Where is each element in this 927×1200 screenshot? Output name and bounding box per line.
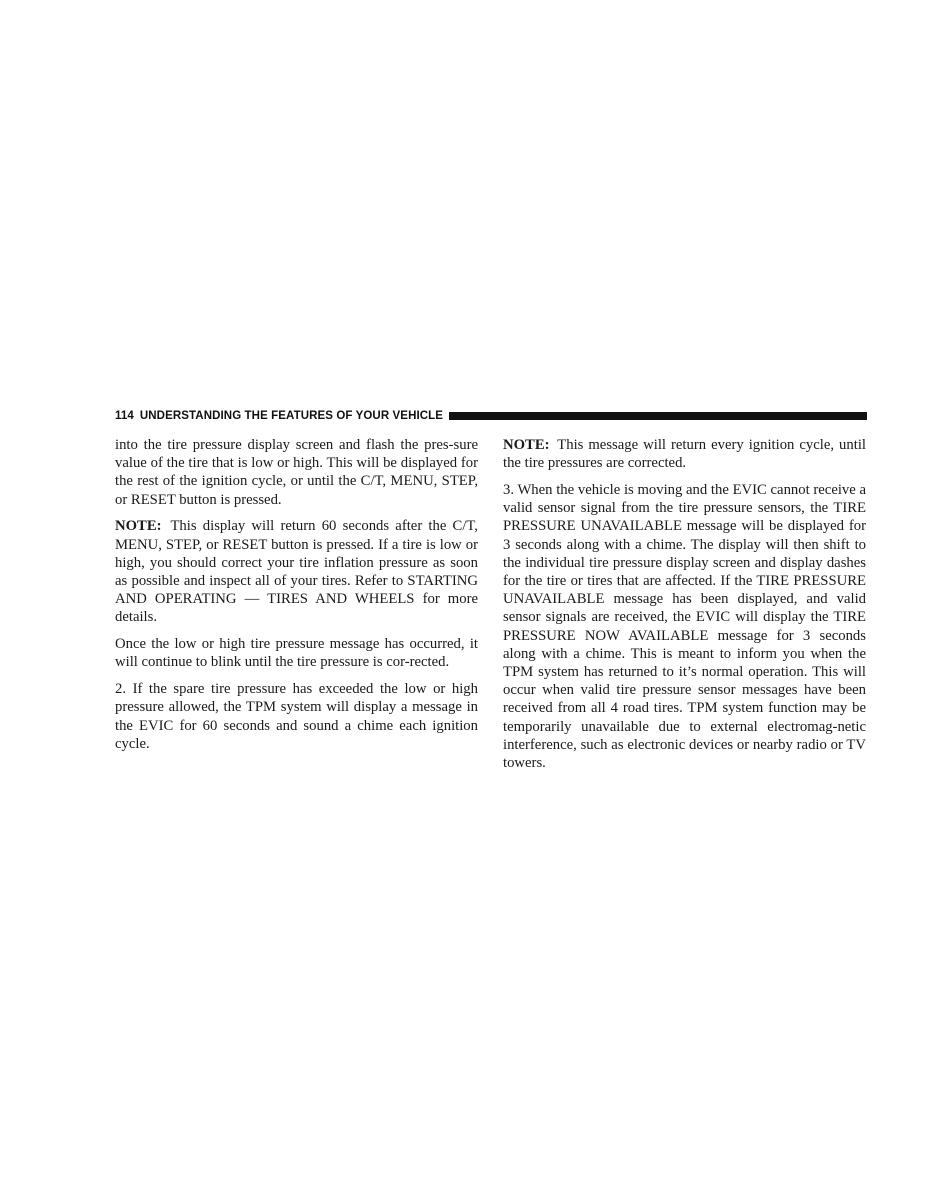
paragraph-text: 2. If the spare tire pressure has exceeded the low or high pressure allowed, the TPM system will display a message in the EVIC for 60 seconds and sound a chime each ignition cycle. (115, 681, 478, 752)
note-label: NOTE: (115, 518, 162, 535)
paragraph-text: into the tire pressure display screen and flash the pres-sure value of the tire that is low or high. This will be displayed for the rest of the ignition cycle, or until the C/T, MENU, STEP, or RESET button is pressed. (115, 437, 478, 508)
header-rule (449, 412, 867, 420)
paragraph (503, 481, 866, 772)
paragraph-text: Once the low or high tire pressure message has occurred, it will continue to blink until the tire pressure is cor-rected. (115, 636, 478, 671)
paragraph-text: This display will return 60 seconds after the C/T, MENU, STEP, or RESET button is pressed. If a tire is low or high, you should correct your tire inflation pressure as soon as possible and inspect all of your tires. Refer to STARTING AND OPERATING — TIRES AND WHEELS for more details. (115, 518, 478, 626)
page-header (115, 408, 867, 424)
section-title: UNDERSTANDING THE FEATURES OF YOUR VEHICLE (139, 410, 444, 422)
paragraph-text: 3. When the vehicle is moving and the EVIC cannot receive a valid sensor signal from the tire pressure sensors, the TIRE PRESSURE UNAVAILABLE message will be displayed for 3 seconds along with a chime. The display will then shift to the individual tire pressure display screen and display dashes for the tire or tires that are affected. If the TIRE PRESSURE UNAVAILABLE message has been displayed, and valid sensor signals are received, the EVIC will display the TIRE PRESSURE NOW AVAILABLE message for 3 seconds along with a chime. This is meant to inform you when the TPM system has returned to it’s normal operation. This will occur when valid tire pressure sensor messages have been received from all 4 road tires. TPM system function may be temporarily unavailable due to external electromag-netic interference, such as electronic devices or nearby radio or TV towers. (503, 482, 866, 772)
paragraph (115, 436, 478, 509)
note-label: NOTE: (503, 437, 550, 453)
note-paragraph (115, 517, 478, 626)
paragraph (115, 680, 478, 753)
paragraph-text: This message will return every ignition cycle, until the tire pressures are corrected. (503, 437, 866, 472)
paragraph (115, 635, 478, 671)
note-paragraph (503, 436, 866, 472)
left-column (115, 436, 478, 762)
right-column (503, 436, 866, 781)
page-number: 114 (115, 410, 134, 422)
